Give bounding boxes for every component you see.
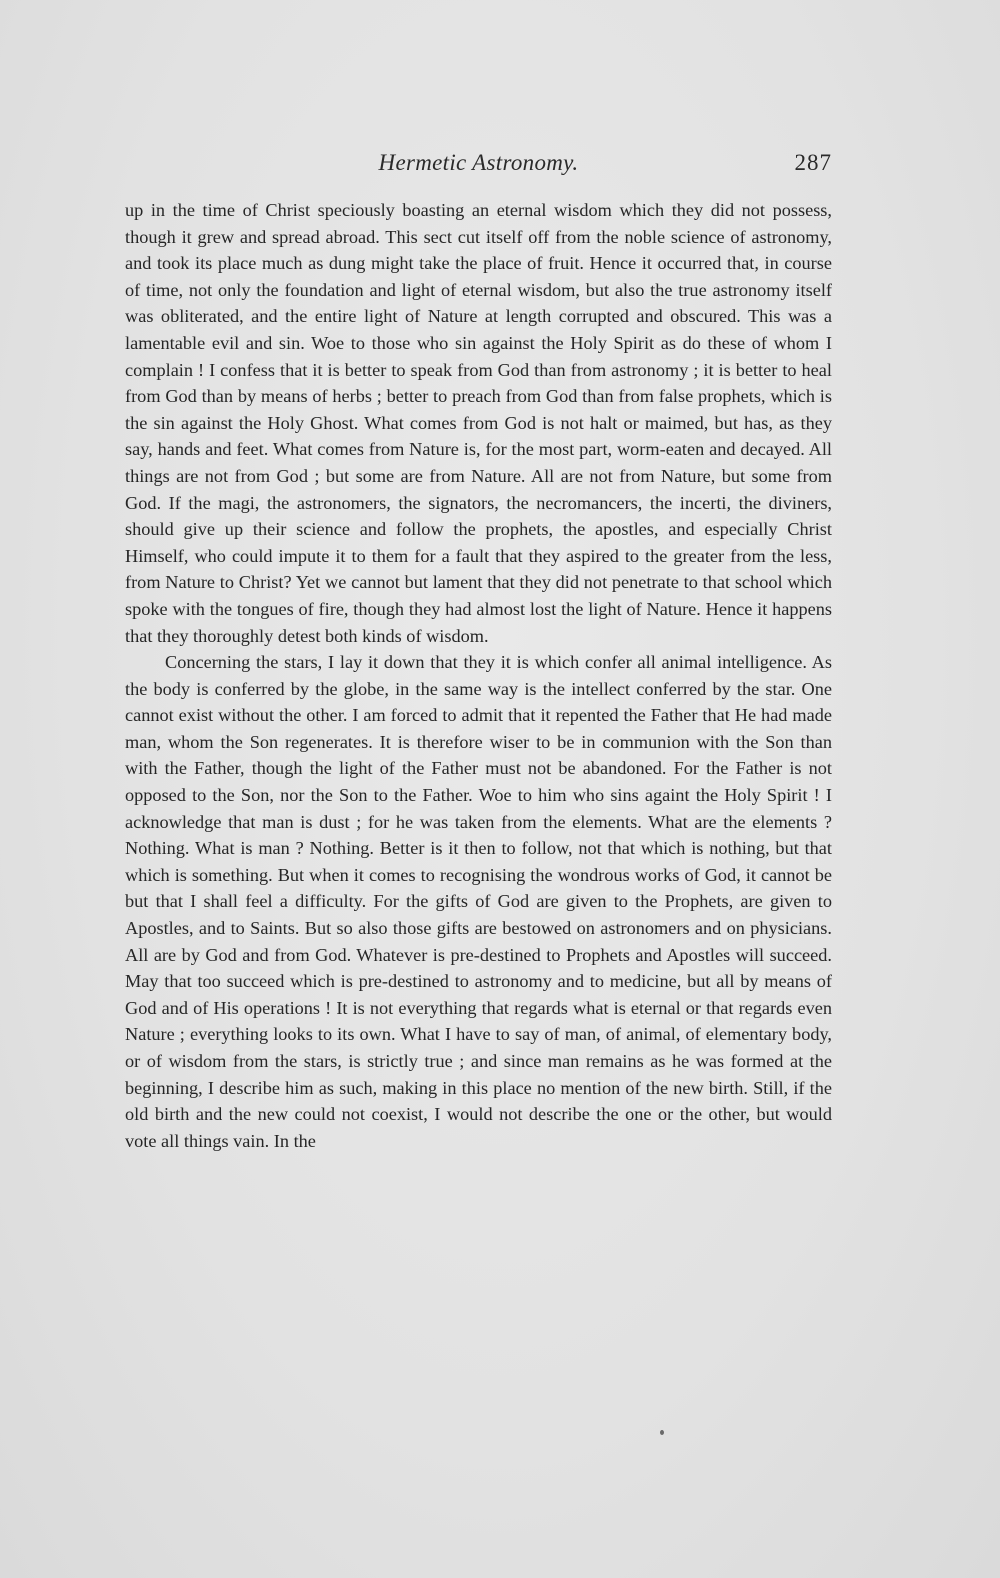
page-number: 287	[794, 150, 832, 175]
paragraph-2: Concerning the stars, I lay it down that they it is which confer all animal intelligence. As the body is conferred by the globe, in the same way is the intellect conferred by the star. One cannot exist without the other. I am forced to admit that it repented the Father that He had made man, whom the Son regenerates. It is therefore wiser to be in communion with the Son than with the Father, though the light of the Father must not be abandoned. For the Father is not opposed to the Son, nor the Son to the Father. Woe to him who sins againt the Holy Spirit ! I acknowledge that man is dust ; for he was taken from the elements. What are the elements ? Nothing. What is man ? Nothing. Better is it then to follow, not that which is nothing, but that which is something. But when it comes to recognising the wondrous works of God, it cannot be but that I shall feel a difficulty. For the gifts of God are given to the Prophets, are given to Apostles, and to Saints. But so also those gifts are bestowed on astronomers and on physicians. All are by God and from God. Whatever is pre-destined to Prophets and Apostles will succeed. May that too succeed which is pre-destined to astronomy and to medicine, but all by means of God and of His operations ! It is not everything that regards what is eternal or that regards even Nature ; everything looks to its own. What I have to say of man, of animal, of elementary body, or of wisdom from the stars, is strictly true ; and since man remains as he was formed at the beginning, I describe him as such, making in this place no mention of the new birth. Still, if the old birth and the new could not coexist, I would not describe the one or the other, but would vote all things vain. In the	[125, 652, 832, 1151]
paragraph-1: up in the time of Christ speciously boasting an eternal wisdom which they did not possess, though it grew and spread abroad. This sect cut itself off from the noble science of astronomy, and took its place much as dung might take the place of fruit. Hence it occurred that, in course of time, not only the foundation and light of eternal wisdom, but also the true astronomy itself was obliterated, and the entire light of Nature at length corrupted and obscured. This was a lamentable evil and sin. Woe to those who sin against the Holy Spirit as do these of whom I complain ! I confess that it is better to speak from God than from astronomy ; it is better to heal from God than by means of herbs ; better to preach from God than from false prophets, which is the sin against the Holy Ghost. What comes from God is not halt or maimed, but has, as they say, hands and feet. What comes from Nature is, for the most part, worm-eaten and decayed. All things are not from God ; but some are from Nature. All are not from Nature, but some from God. If the magi, the astronomers, the signators, the necromancers, the incerti, the diviners, should give up their science and follow the prophets, the apostles, and especially Christ Himself, who could impute it to them for a fault that they aspired to the greater from the less, from Nature to Christ? Yet we cannot but lament that they did not penetrate to that school which spoke with the tongues of fire, though they had almost lost the light of Nature. Hence it happens that they thoroughly detest both kinds of wisdom.	[125, 200, 832, 646]
body-text	[125, 197, 832, 1154]
paper-speck	[660, 1430, 664, 1435]
page-header	[125, 150, 832, 186]
running-title: Hermetic Astronomy.	[378, 150, 579, 175]
